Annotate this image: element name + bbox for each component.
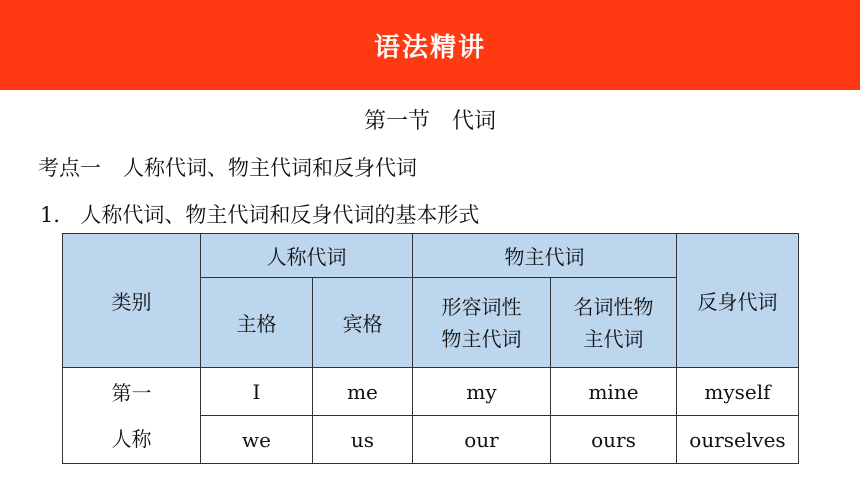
cell-reflexive: myself: [677, 368, 799, 416]
first-person-line1: 第一: [111, 380, 152, 405]
cell-adj-possessive: my: [413, 368, 551, 416]
kaodian-heading: [38, 152, 417, 182]
subheading-number: 1．: [40, 203, 75, 227]
header-adj-possessive-line1: 形容词性: [441, 294, 522, 319]
header-noun-possessive-line2: 主代词: [583, 326, 644, 351]
kaodian-label: 考点一: [38, 156, 101, 180]
subheading: [40, 199, 479, 229]
cell-subject: I: [201, 368, 313, 416]
table-row: [63, 368, 799, 416]
header-adj-possessive-line2: 物主代词: [441, 326, 522, 351]
cell-subject: we: [201, 416, 313, 464]
header-noun-possessive: [551, 278, 677, 368]
subheading-text: 人称代词、物主代词和反身代词的基本形式: [80, 203, 480, 227]
section-title: 第一节 代词: [363, 109, 496, 134]
header-adj-possessive: [413, 278, 551, 368]
first-person-label: [63, 368, 201, 464]
cell-noun-possessive: ours: [551, 416, 677, 464]
header-category: 类别: [63, 234, 201, 368]
pronoun-table: [62, 233, 799, 464]
cell-object: me: [313, 368, 413, 416]
first-person-line2: 人称: [111, 426, 152, 451]
header-possessive-pronouns: 物主代词: [413, 234, 677, 278]
header-reflexive-pronouns: 反身代词: [677, 234, 799, 368]
header-noun-possessive-line1: 名词性物: [573, 294, 654, 319]
header-subject-case: 主格: [201, 278, 313, 368]
cell-reflexive: ourselves: [677, 416, 799, 464]
cell-object: us: [313, 416, 413, 464]
title-banner: [0, 0, 860, 90]
header-personal-pronouns: 人称代词: [201, 234, 413, 278]
kaodian-text: 人称代词、物主代词和反身代词: [123, 156, 417, 180]
banner-title: 语法精讲: [373, 32, 486, 63]
cell-adj-possessive: our: [413, 416, 551, 464]
header-object-case: 宾格: [313, 278, 413, 368]
cell-noun-possessive: mine: [551, 368, 677, 416]
